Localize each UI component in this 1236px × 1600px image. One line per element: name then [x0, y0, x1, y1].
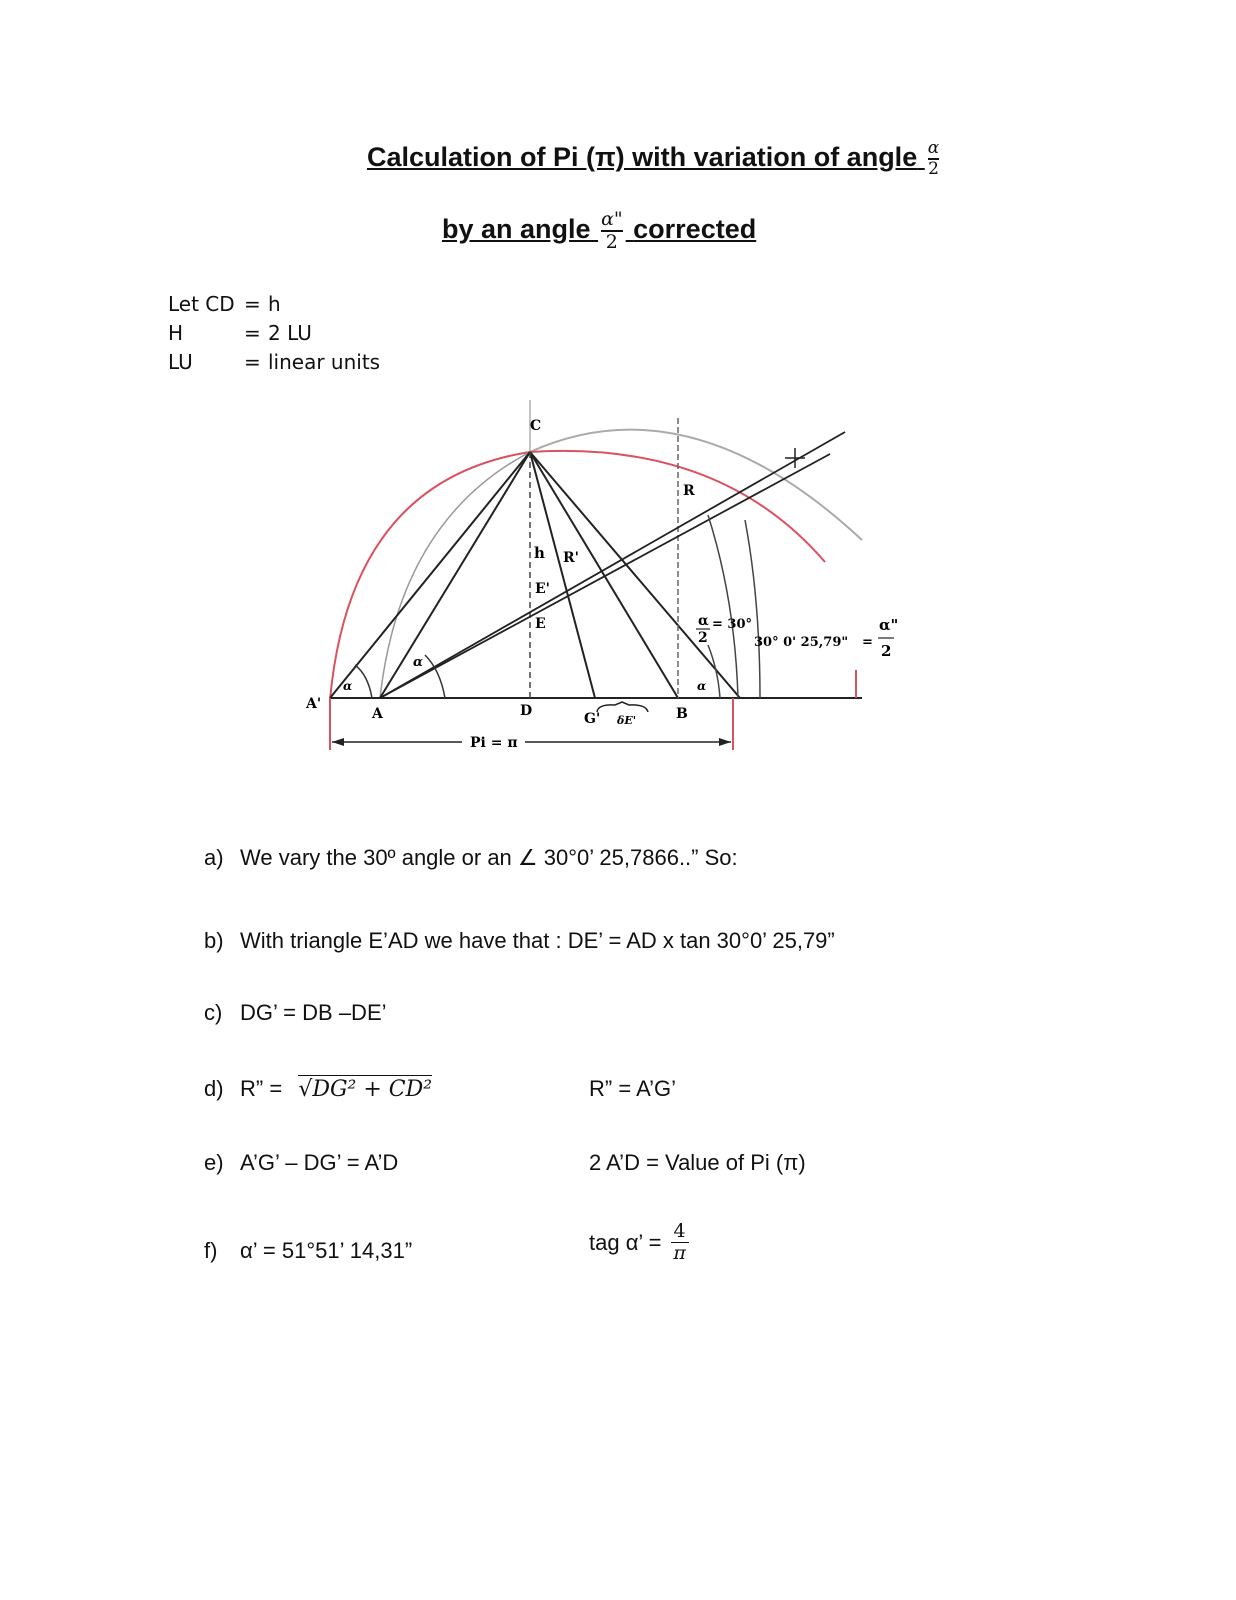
definition-value: h — [268, 292, 281, 316]
label-alpha-aprime: α — [343, 679, 353, 693]
step-text: α’ = 51°51’ 14,31” — [240, 1238, 413, 1263]
label-d: D — [520, 703, 533, 719]
fraction-4-over-pi — [671, 1222, 689, 1263]
angle-arc-corrected — [745, 520, 760, 698]
sqrt-formula: √DG² + CD² — [298, 1077, 433, 1102]
line-c-a — [380, 452, 530, 698]
frac-numerator: α — [927, 138, 940, 158]
corrected-den: 2 — [881, 642, 892, 660]
title-text-2a: by an angle — [442, 214, 591, 245]
step-text: A’G’ – DG’ = A’D — [240, 1150, 399, 1175]
corrected-angle-value: 30° 0' 25,79" — [754, 635, 849, 650]
frac-denominator: π — [673, 1242, 686, 1264]
step-a — [204, 845, 738, 871]
corrected-num: α" — [879, 616, 899, 634]
step-text: DG’ = DB –DE’ — [240, 1000, 387, 1025]
definition-term: Let CD — [168, 292, 235, 316]
step-f-right — [589, 1222, 692, 1263]
label-c: C — [530, 418, 542, 434]
corrected-equals: = — [862, 635, 873, 650]
definition-equals: = — [244, 321, 261, 345]
step-text: R” = — [240, 1076, 283, 1101]
step-label: f) — [204, 1238, 218, 1263]
line-c-b — [530, 452, 678, 698]
step-label: a) — [204, 845, 224, 870]
label-b: B — [676, 706, 688, 722]
step-text: We vary the 30º angle or an ∠ 30°0’ 25,7866..” So: — [240, 845, 738, 870]
step-b — [204, 928, 835, 954]
step-text: With triangle E’AD we have that : DE’ = AD x tan 30°0’ 25,79” — [240, 928, 835, 953]
delta-e-bracket — [597, 702, 648, 712]
label-a: A — [372, 706, 383, 722]
definition-value: 2 LU — [268, 321, 312, 345]
label-e: E — [535, 616, 546, 632]
step-text: R” = A’G’ — [589, 1076, 677, 1101]
label-r-prime: R' — [563, 550, 579, 566]
step-label: b) — [204, 928, 224, 953]
label-r: R — [683, 483, 695, 499]
frac-denominator: 2 — [605, 231, 618, 253]
outer-grey-arc — [530, 430, 862, 540]
step-d — [204, 1076, 432, 1102]
angle-arc-a — [425, 655, 445, 698]
label-e-prime: E' — [535, 581, 550, 597]
line-corrected-angle — [380, 454, 830, 698]
definition-term: LU — [168, 350, 193, 374]
angle-arc-30 — [708, 515, 738, 698]
step-text: 2 A’D = Value of Pi (π) — [589, 1150, 806, 1175]
alpha-half-num: α — [698, 613, 709, 629]
step-e — [204, 1150, 398, 1176]
label-delta-e: δE' — [617, 714, 637, 727]
definition-term: H — [168, 321, 184, 345]
step-e-right — [589, 1150, 806, 1176]
label-alpha-a: α — [413, 655, 424, 670]
label-a-prime: A' — [306, 696, 322, 712]
alpha-half-value: = 30° — [712, 617, 753, 632]
frac-numerator: 4 — [673, 1220, 686, 1242]
title-text-1: Calculation of Pi (π) with variation of angle — [367, 142, 918, 173]
step-c — [204, 1000, 387, 1026]
pi-arrow-right — [719, 738, 731, 746]
step-f — [204, 1238, 412, 1264]
definition-equals: = — [244, 350, 261, 374]
label-g-prime: G' — [584, 711, 601, 727]
frac-numerator: α" — [601, 208, 623, 230]
label-pi: Pi = π — [470, 735, 518, 751]
pi-arrow-left — [332, 738, 344, 746]
step-label: d) — [204, 1076, 224, 1101]
definition-equals: = — [244, 292, 261, 316]
angle-arc-aprime — [355, 665, 372, 698]
step-d-right — [589, 1076, 676, 1102]
line-30-degrees — [380, 432, 845, 698]
label-alpha-b: α — [697, 679, 707, 693]
alpha-half-den: 2 — [698, 630, 708, 646]
step-label: c) — [204, 1000, 223, 1025]
definition-value: linear units — [268, 350, 381, 374]
frac-denominator: 2 — [928, 159, 939, 179]
step-label: e) — [204, 1150, 224, 1175]
title-text-2b: corrected — [633, 214, 757, 245]
label-h: h — [534, 544, 545, 562]
tag-alpha-text: tag α’ = — [589, 1229, 662, 1255]
